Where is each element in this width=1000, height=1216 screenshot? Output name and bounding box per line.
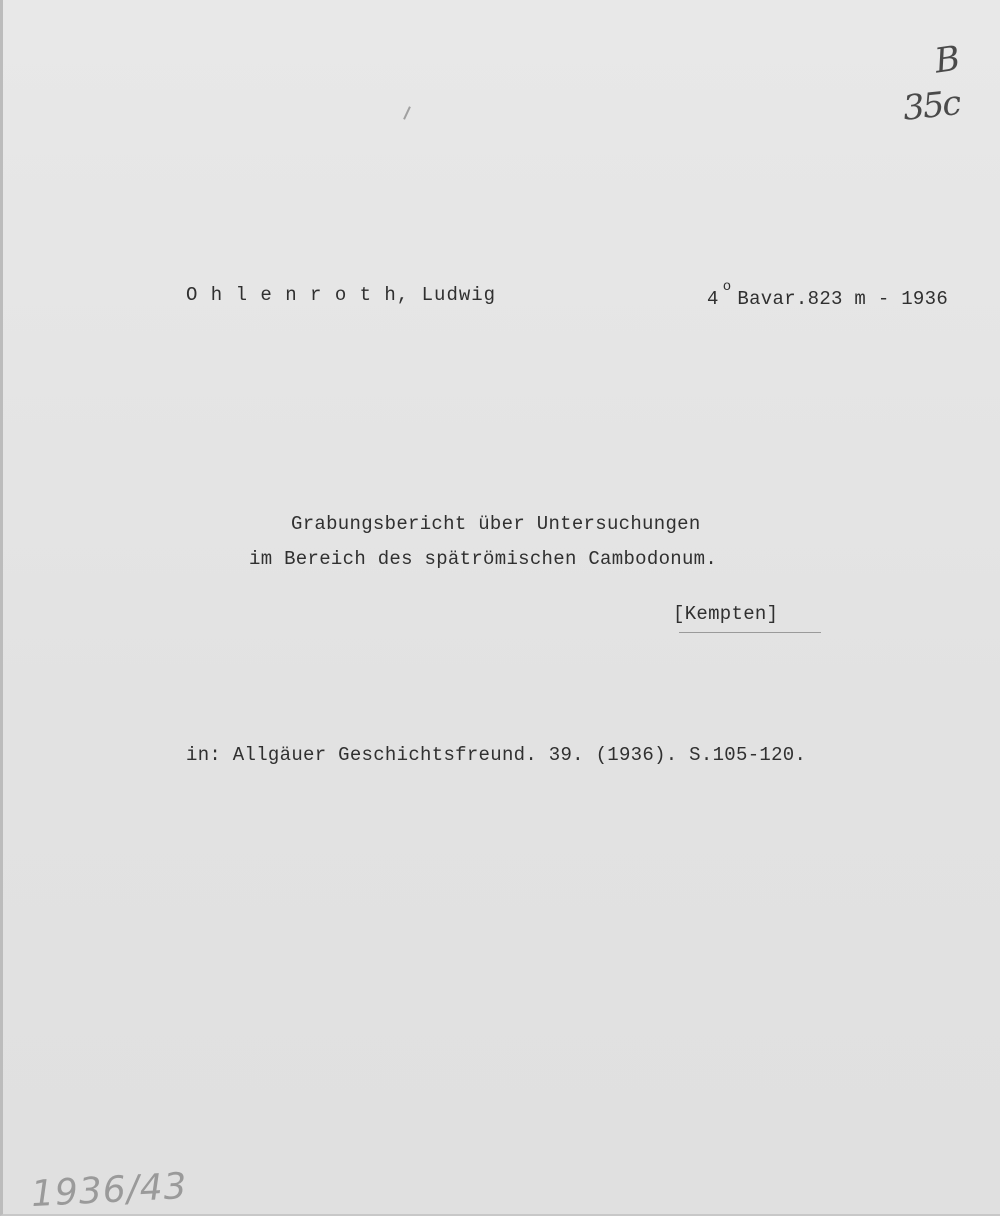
- shelfmark: [707, 279, 949, 310]
- handwritten-signature-top-line2: 35c: [901, 83, 962, 129]
- author-name: O h l e n r o t h, Ludwig: [186, 284, 497, 306]
- source-citation: in: Allgäuer Geschichtsfreund. 39. (1936). S.105-120.: [186, 744, 807, 766]
- place-underline: [679, 632, 821, 633]
- shelfmark-rest: Bavar.823 m - 1936: [737, 288, 949, 310]
- shelfmark-prefix: 4: [707, 288, 719, 310]
- title-line-1: Grabungsbericht über Untersuchungen: [291, 513, 701, 535]
- handwritten-accession-number: 1936/43: [30, 1165, 189, 1216]
- shelfmark-degree: o: [722, 279, 732, 295]
- place-note: [Kempten]: [673, 603, 779, 625]
- title-line-2: im Bereich des spätrömischen Cambodonum.: [249, 548, 718, 570]
- pencil-mark: [403, 106, 411, 120]
- handwritten-signature-top-line1: B: [932, 38, 963, 82]
